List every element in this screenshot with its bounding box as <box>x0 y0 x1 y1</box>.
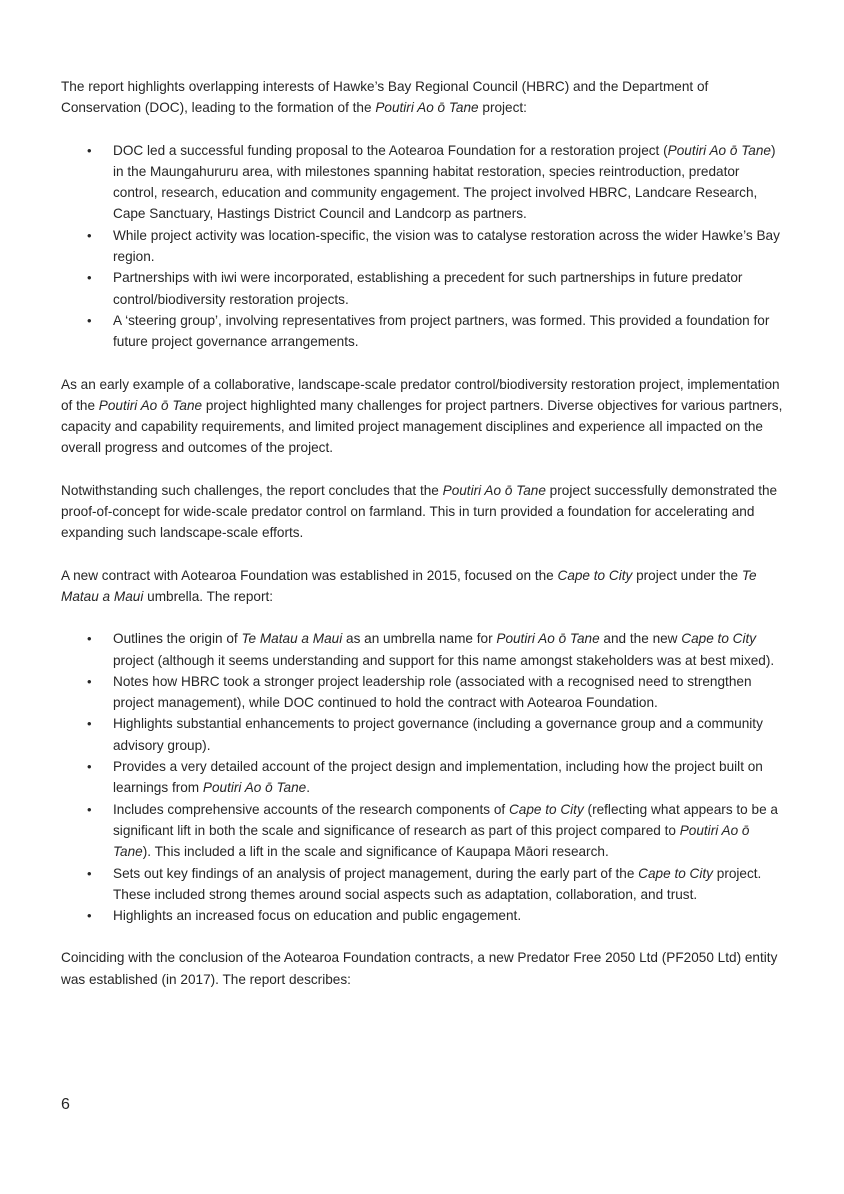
bullet-icon: • <box>87 673 92 689</box>
bullet-icon: • <box>87 716 92 732</box>
bullet-icon: • <box>87 865 92 881</box>
list-item: • Highlights an increased focus on education and public engagement. <box>61 905 785 926</box>
list-item: • A ‘steering group’, involving representatives from project partners, was formed. This provided a foundation for future project governance arrangements. <box>61 310 785 353</box>
conclusion-paragraph: Notwithstanding such challenges, the report concludes that the Poutiri Ao ō Tane project successfully demonstrated the proof-of-concept for wide-scale predator control on farmland. This in turn provided a foundation for accelerating and expanding such landscape-scale efforts. <box>61 482 778 541</box>
intro-paragraph <box>61 76 785 119</box>
text-run: The report highlights overlapping interests of Hawke’s Bay Regional Council (HBRC) and the Department of Conservation (DOC), leading to the formation of the <box>61 79 709 116</box>
new-contract-paragraph: A new contract with Aotearoa Foundation was established in 2015, focused on the Cape to City project under the Te Matau a Maui umbrella. The report: <box>61 567 757 604</box>
italic-project-name: Poutiri Ao ō Tane <box>375 100 479 116</box>
bullet-icon: • <box>87 801 92 817</box>
list-item: • Provides a very detailed account of the project design and implementation, including how the project built on learnings from Poutiri Ao ō Tane. <box>61 756 785 799</box>
bullet-icon: • <box>87 227 92 243</box>
bullet-icon: • <box>87 312 92 328</box>
page-number: 6 <box>61 1096 70 1113</box>
bullet-icon: • <box>87 759 92 775</box>
cape-to-city-bullet-list <box>61 628 785 926</box>
list-item: • Partnerships with iwi were incorporated, establishing a precedent for such partnerships in future predator control/biodiversity restoration projects. <box>61 267 785 310</box>
list-item: • Sets out key findings of an analysis of project management, during the early part of the Cape to City project. These included strong themes around social aspects such as adaptation, collaboration, and trust. <box>61 863 785 906</box>
bullet-icon: • <box>87 631 92 647</box>
bullet-icon: • <box>87 908 92 924</box>
poutiri-bullet-list <box>61 140 785 353</box>
text-run: project: <box>478 100 527 116</box>
list-item: • While project activity was location-specific, the vision was to catalyse restoration across the wider Hawke’s Bay region. <box>61 225 785 268</box>
challenges-paragraph: As an early example of a collaborative, landscape-scale predator control/biodiversity restoration project, implementation of the Poutiri Ao ō Tane project highlighted many challenges for project partners. Diverse objectives for various partners, capacity and capability requirements, and limited project management disciplines and experience all impacted on the overall progress and outcomes of the project. <box>61 376 783 456</box>
list-item: • Includes comprehensive accounts of the research components of Cape to City (reflecting what appears to be a significant lift in both the scale and significance of research as part of this project compared to Poutiri Ao ō Tane). This included a lift in the scale and significance of Kaupapa Māori research. <box>61 799 785 863</box>
bullet-icon: • <box>87 270 92 286</box>
list-item: • Notes how HBRC took a stronger project leadership role (associated with a recognised need to strengthen project management), while DOC continued to hold the contract with Aotearoa Foundation. <box>61 671 785 714</box>
list-item: • Outlines the origin of Te Matau a Maui as an umbrella name for Poutiri Ao ō Tane and the new Cape to City project (although it seems understanding and support for this name amongst stakeholders was at best mixed). <box>61 628 785 671</box>
pf2050-paragraph: Coinciding with the conclusion of the Aotearoa Foundation contracts, a new Predator Free 2050 Ltd (PF2050 Ltd) entity was established (in 2017). The report describes: <box>61 950 778 987</box>
page-content <box>61 76 785 990</box>
bullet-icon: • <box>87 142 92 158</box>
list-item: • Highlights substantial enhancements to project governance (including a governance group and a community advisory group). <box>61 713 785 756</box>
list-item: • DOC led a successful funding proposal to the Aotearoa Foundation for a restoration project (Poutiri Ao ō Tane) in the Maungahururu area, with milestones spanning habitat restoration, species reintroduction, predator control, research, education and community engagement. The project involved HBRC, Landcare Research, Cape Sanctuary, Hastings District Council and Landcorp as partners. <box>61 140 785 225</box>
